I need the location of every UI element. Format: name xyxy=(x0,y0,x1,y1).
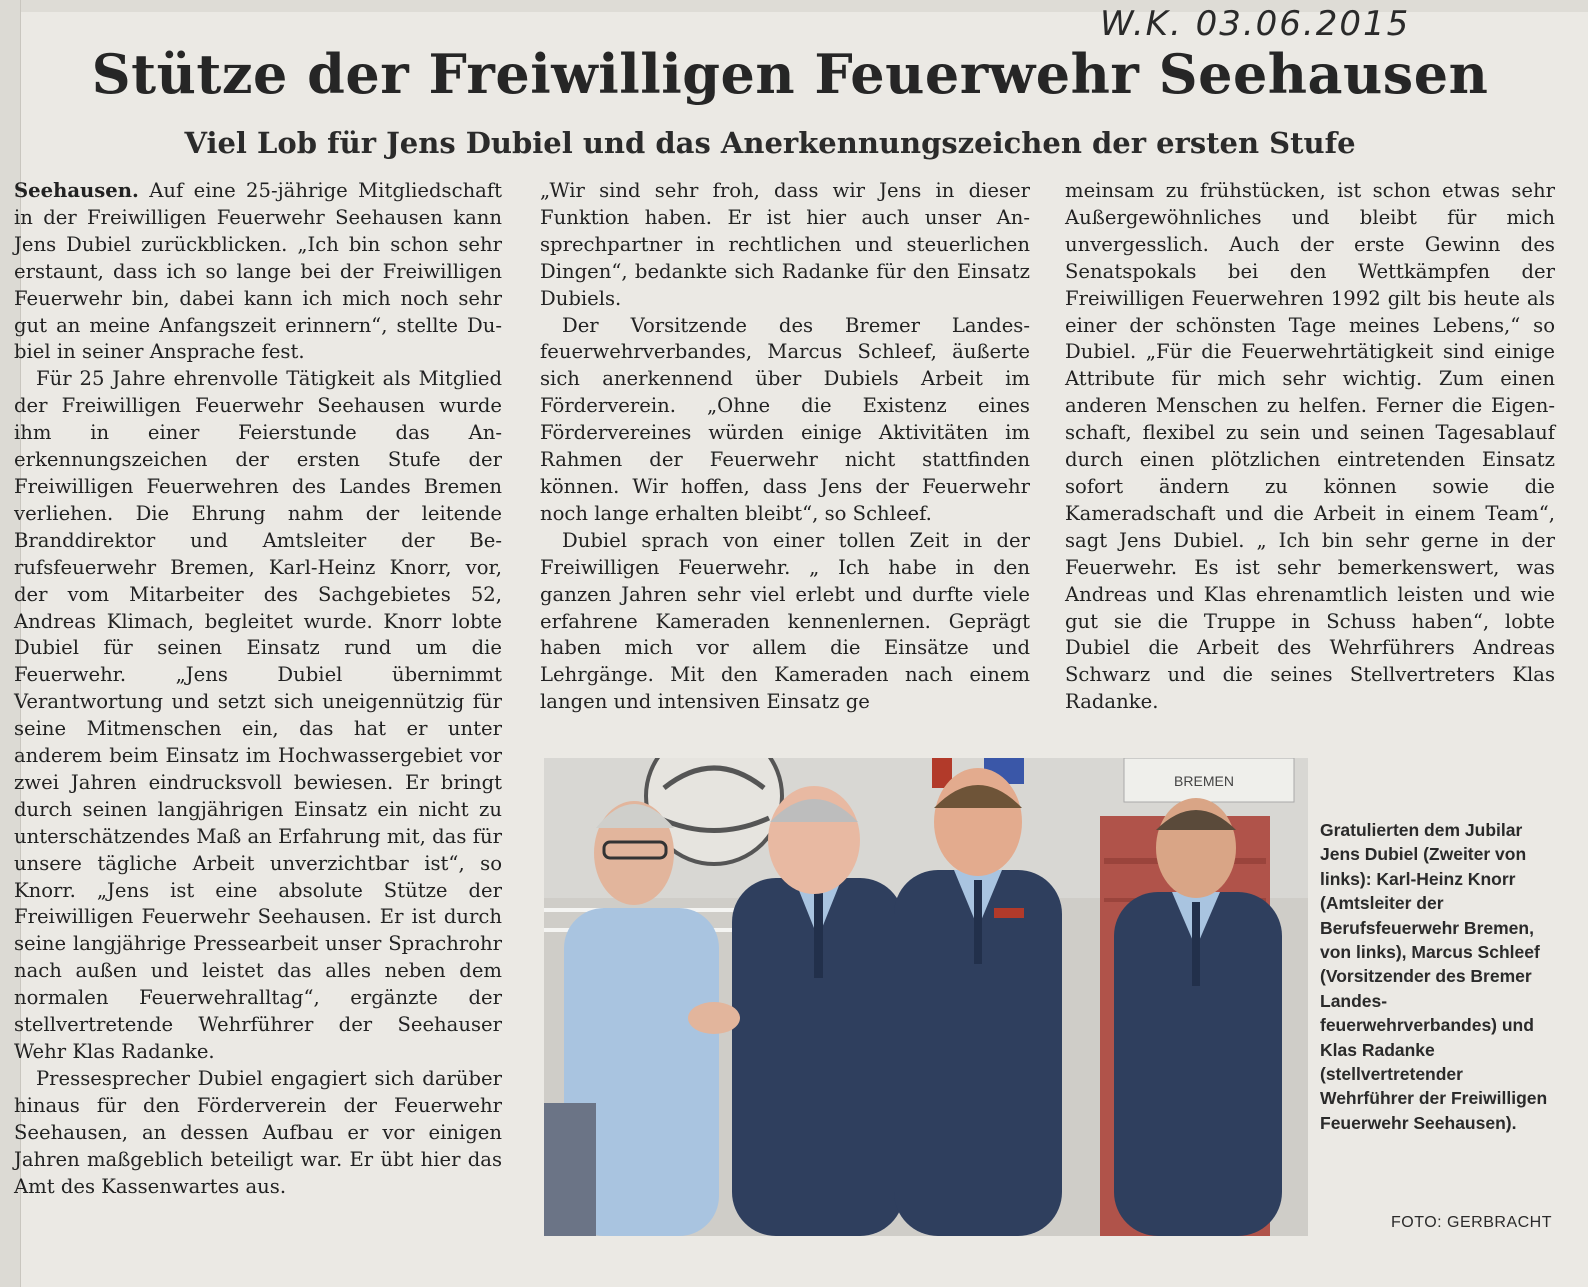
photo-credit: FOTO: GERBRACHT xyxy=(1391,1214,1552,1231)
dateline: Seehausen. xyxy=(14,179,139,202)
handwritten-date-note: W.K. 03.06.2015 xyxy=(1100,4,1411,44)
article-column-1 xyxy=(14,178,502,1238)
article-column-2 xyxy=(540,178,1030,738)
paragraph xyxy=(14,178,502,366)
group-photo-illustration xyxy=(544,758,1308,1236)
photo-handshake xyxy=(688,1002,740,1034)
paragraph: Der Vorsitzende des Bremer Landesfeuerwehrverbandes, Marcus Schleef, äußerte sich anerkennend über Dubiels Arbeit im Förderverein. „Ohne die Existenz eines Fördervereines würden einige Aktivitäten im Rahmen der Feuerwehr nicht stattfinden können. Wir hoffen, dass Jens der Feuerwehr noch lange erhalten bleibt“, so Schleef. xyxy=(540,313,1030,525)
photo-wall-sign-text: BREMEN xyxy=(1174,773,1234,789)
paragraph: „Wir sind sehr froh, dass wir Jens in dieser Funktion haben. Er ist hier auch unser Ansprechpartner in rechtlichen und steuerlichen Dingen“, bedankte sich Radanke für den Einsatz Dubiels. xyxy=(540,179,1030,310)
paragraph: Pressesprecher Dubiel engagiert sich darüber hinaus für den Förderverein der Feuerwehr Seehausen, an dessen Aufbau er vor einigen Jahren maßgeblich beteiligt war. Er übt hier das Amt des Kassenwartes aus. xyxy=(14,1066,502,1198)
group-photo xyxy=(544,758,1308,1236)
paragraph: Dubiel sprach von einer tollen Zeit in der Freiwilligen Feuerwehr. „ Ich habe in den ganzen Jahren sehr viel erlebt und durfte viele erfahrene Kameraden kennenlernen. Geprägt haben mich vor allem die Einsätze und Lehrgänge. Mit den Kameraden nach einem langen und intensiven Einsatz ge xyxy=(540,528,1030,714)
article-headline: Stütze der Freiwilligen Feuerwehr Seehausen xyxy=(91,42,1489,106)
article-column-3 xyxy=(1065,178,1555,738)
photo-caption: Gratulierten dem Jubilar Jens Dubiel (Zweiter von links): Karl-Heinz Knorr (Amtsleiter der Berufsfeuerwehr Bremen, von links), Marcus Schleef (Vorsitzender des Bremer Landesfeuerwehrverbandes) und Klas Radanke (stellvertretender Wehrführer der Freiwilligen Feuerwehr Seehausen). xyxy=(1320,820,1548,1133)
paragraph: Für 25 Jahre ehrenvolle Tätigkeit als Mitglied der Freiwilligen Feuerwehr Seehausen wurde ihm in einer Feierstunde das Anerkennungszeichen der ersten Stufe der Freiwilligen Feuerwehren des Landes Bremen verliehen. Die Ehrung nahm der leitende Branddirektor und Amtsleiter der Berufsfeuerwehr Bremen, Karl-Heinz Knorr, vor, der vom Mitarbeiter des Sachgebietes 52, Andreas Klimach, begleitet wurde. Knorr lobte Dubiel für seinen Einsatz rund um die Feuerwehr. „Jens Dubiel übernimmt Verantwortung und setzt sich uneigennützig für seine Mitmenschen ein, das hat er unter anderem beim Einsatz im Hochwassergebiet vor zwei Jahren eindrucksvoll bewiesen. Er bringt durch seinen langjährigen Einsatz ein nicht zu unterschätzendes Maß an Erfahrung mit, das für unsere tägliche Arbeit unverzichtbar ist“, so Knorr. „Jens ist eine absolute Stütze der Freiwilligen Feuerwehr Seehausen. Er ist durch seine langjährige Pressearbeit unser Sprachrohr nach außen und leistet das alles neben dem normalen Feuerwehralltag“, ergänzte der stellvertretende Wehrführer der Seehauser Wehr Klas Radanke. xyxy=(14,367,502,1063)
article-subheadline: Viel Lob für Jens Dubiel und das Anerkennungszeichen der ersten Stufe xyxy=(184,126,1356,160)
paragraph-text: Auf eine 25-jährige Mitgliedschaft in der Freiwilligen Feuerwehr Seehausen kann Jens Dubiel zurückblicken. „Ich bin schon sehr erstaunt, dass ich so lange bei der Freiwilligen Feuerwehr bin, dabei kann ich mich noch sehr gut an meine Anfangszeit erinnern“, stellte Dubiel in seiner Ansprache fest. xyxy=(14,179,502,364)
paragraph: meinsam zu frühstücken, ist schon etwas sehr Außergewöhnliches und bleibt für mich unvergesslich. Auch der erste Gewinn des Senatspokals bei den Wettkämpfen der Freiwilligen Feuerwehren 1992 gilt bis heute als einer der schönsten Tage meines Lebens,“ so Dubiel. „Für die Feuerwehrtätigkeit sind einige Attribute für mich sehr wichtig. Zum einen anderen Menschen zu helfen. Ferner die Eigenschaft, flexibel zu sein und seinen Tagesablauf durch einen plötzlichen eintretenden Einsatz sofort ändern zu können sowie die Kameradschaft und die Arbeit in einem Team“, sagt Jens Dubiel. „ Ich bin sehr gerne in der Feuerwehr. Es ist sehr bemerkenswert, was Andreas und Klas ehrenamtlich leisten und wie gut sie die Truppe in Schuss haben“, lobte Dubiel die Arbeit des Wehrführers Andreas Schwarz und die seines Stellvertreters Klas Radanke. xyxy=(1065,179,1555,714)
